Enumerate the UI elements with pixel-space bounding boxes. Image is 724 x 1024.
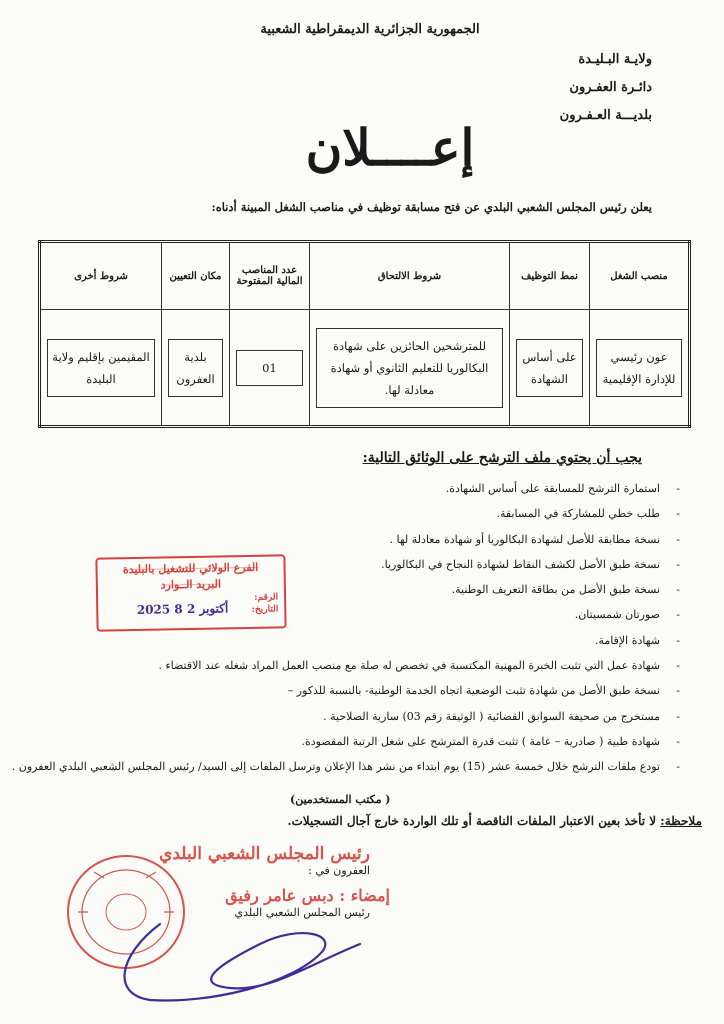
- stamp-title: رئيس المجلس الشعبي البلدي: [159, 844, 370, 864]
- cell-other: المقيمين بإقليم ولاية البليدة: [47, 339, 155, 397]
- intro-text: يعلن رئيس المجلس الشعبي البلدي عن فتح مسابقة توظيف في مناصب الشغل المبينة أدناه:: [211, 200, 652, 214]
- office-note: ( مكتب المستخدمين): [290, 793, 391, 806]
- header-post: منصب الشغل: [590, 242, 690, 310]
- list-item: - شهادة طبية ( صادرية – عامة ) تثبت قدرة المترشح على شغل الرتبة المقصودة.: [34, 729, 684, 754]
- cell-place: بلدية العفرون: [168, 339, 223, 397]
- incoming-mail-stamp: [95, 554, 286, 631]
- stamp-number-label: الرقم:: [254, 592, 279, 603]
- table-header-row: [40, 242, 690, 310]
- remark: [287, 814, 702, 828]
- list-item: - شهادة عمل التي تثبت الخبرة المهنية المكتسبة في تخصص له صلة مع منصب العمل المراد شغله عند الاقتضاء .: [34, 653, 684, 678]
- signatory-name: إمضاء : دبس عامر رفيق: [225, 886, 390, 905]
- page-title: إعــــلان: [305, 118, 475, 177]
- list-item: - استمارة الترشح للمسابقة على أساس الشهادة.: [34, 476, 684, 501]
- list-item: - شهادة الإقامة.: [34, 628, 684, 653]
- commune-line: بلديـــة العـفـرون: [559, 108, 652, 123]
- list-item: - نسخة طبق الأصل لكشف النقاط لشهادة النجاح في البكالوريا.: [34, 552, 684, 577]
- header-place: مكان التعيين: [162, 242, 230, 310]
- header-conditions: شروط الالتحاق: [310, 242, 510, 310]
- list-item: - تودع ملفات الترشح خلال خمسة عشر (15) يوم ابتداء من نشر هذا الإعلان وترسل الملفات إلى السيد/ رئيس المجلس الشعبي البلدي العفرون .: [34, 754, 684, 779]
- list-item: - صورتان شمسيتان.: [34, 602, 684, 627]
- list-item: - طلب خطي للمشاركة في المسابقة.: [34, 501, 684, 526]
- cell-conditions: للمترشحين الحائزين على شهادة البكالوريا للتعليم الثانوي أو شهادة معادلة لها.: [316, 328, 503, 408]
- stamp-line-1: الفرع الولائي للتشغيل بالبليدة: [122, 560, 259, 577]
- president-title: رئيس المجلس الشعبي البلدي: [234, 906, 370, 919]
- cell-post: عون رئيسي للإدارة الإقليمية: [596, 339, 682, 397]
- daira-line: دائـرة العفـرون: [569, 80, 652, 95]
- signature-block: [60, 840, 390, 1010]
- stamp-line-2: البريد الــوارد: [160, 577, 222, 592]
- list-item: - نسخة طبق الأصل من شهادة تثبت الوضعية اتجاه الخدمة الوطنية- بالنسبة للذكور –: [34, 678, 684, 703]
- table-row: [40, 310, 690, 427]
- stamp-date: 2025 أكتوبر 2 8: [136, 601, 229, 617]
- remark-label: ملاحظة:: [660, 814, 702, 828]
- cell-mode: على أساس الشهادة: [516, 339, 583, 397]
- header-mode: نمط التوظيف: [510, 242, 590, 310]
- jobs-table: [38, 240, 691, 428]
- cell-count: 01: [236, 350, 303, 386]
- republic-heading: الجمهورية الجزائرية الديمقراطية الشعبية: [260, 22, 480, 37]
- documents-heading: يجب أن يحتوي ملف الترشح على الوثائق التالية:: [362, 450, 642, 466]
- list-item: - نسخة طبق الأصل من بطاقة التعريف الوطنية.: [34, 577, 684, 602]
- remark-text: لا تأخذ بعين الاعتبار الملفات الناقصة أو تلك الواردة خارج آجال التسجيلات.: [287, 814, 657, 828]
- stamp-date-label: التاريخ:: [251, 604, 279, 615]
- header-count: عدد المناصب المالية المفتوحة: [230, 242, 310, 310]
- header-other: شروط أخرى: [40, 242, 162, 310]
- list-item: - نسخة مطابقة للأصل لشهادة البكالوريا أو شهادة معادلة لها .: [34, 527, 684, 552]
- list-item: - مستخرج من صحيفة السوابق القضائية ( الوثيقة رقم 03) سارية الصلاحية .: [34, 704, 684, 729]
- wilaya-line: ولايـة البـليـدة: [578, 52, 652, 67]
- place-date: العفرون في :: [308, 864, 370, 877]
